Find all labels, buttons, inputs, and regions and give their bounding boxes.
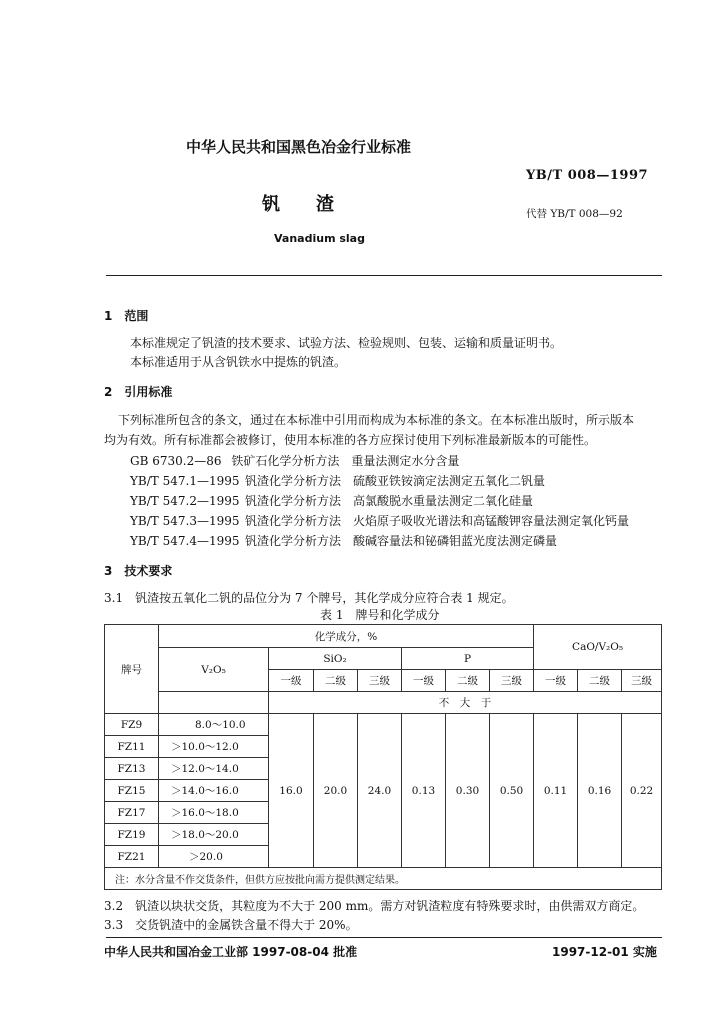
clause-3-1: 3.1 钒渣按五氧化二钒的品位分为 7 个牌号，其化学成分应符合表 1 规定。 [104,591,514,605]
reference-item [130,472,545,489]
header-level-3: 三级 [622,670,662,692]
table-row [105,714,662,736]
document-title: 钒 渣 [262,194,334,215]
ratio-level-3-cell: 0.22 [622,714,662,868]
header-v2o5: V₂O₅ [159,648,269,692]
clause-3-2: 3.2 钒渣以块状交货，其粒度为不大于 200 mm。需方对钒渣粒度有特殊要求时，由供需双方商定。 [104,899,645,913]
v2o5-cell: ＞10.0～12.0 [159,736,269,758]
reference-title: 钒渣化学分析方法 酸碱容量法和铋磷钼蓝光度法测定磷量 [245,534,558,548]
grade-cell: FZ17 [105,802,159,824]
reference-code: YB/T 547.1—1995 [130,474,240,488]
reference-title: 钒渣化学分析方法 高氯酸脱水重量法测定二氧化硅量 [245,494,534,508]
header-grade: 牌号 [105,625,159,714]
grade-cell: FZ19 [105,824,159,846]
footer-rule [106,937,662,938]
header-level-1: 一级 [534,670,578,692]
reference-code: YB/T 547.2—1995 [130,494,240,508]
table-note: 注：水分含量不作交货条件，但供方应按批向需方提供测定结果。 [105,868,662,890]
replaces-note: 代替 YB/T 008—92 [526,208,623,220]
reference-title: 钒渣化学分析方法 硫酸亚铁铵滴定法测定五氧化二钒量 [245,474,546,488]
v2o5-cell: ＞20.0 [159,846,269,868]
english-title: Vanadium slag [274,232,365,245]
reference-title: 钒渣化学分析方法 火焰原子吸收光谱法和高锰酸钾容量法测定氧化钙量 [245,514,630,528]
v2o5-cell: ＞18.0～20.0 [159,824,269,846]
header-sio2: SiO₂ [269,648,402,670]
header-level-2: 二级 [446,670,490,692]
ratio-level-1-cell: 0.11 [534,714,578,868]
grade-cell: FZ9 [105,714,159,736]
section-1-heading: 1 范围 [104,309,149,323]
reference-item [130,492,533,509]
grade-cell: FZ15 [105,780,159,802]
grade-cell: FZ11 [105,736,159,758]
v2o5-cell: ＞16.0～18.0 [159,802,269,824]
header-level-1: 一级 [402,670,446,692]
grade-cell: FZ13 [105,758,159,780]
section-2-paragraph-line-2: 均为有效。所有标准都会被修订，使用本标准的各方应探讨使用下列标准最新版本的可能性。 [104,433,597,447]
sio2-level-2-cell: 20.0 [314,714,358,868]
section-1-paragraph-2: 本标准适用于从含钒铁水中提炼的钒渣。 [130,355,347,369]
reference-title: 铁矿石化学分析方法 重量法测定水分含量 [231,454,460,468]
reference-code: YB/T 547.4—1995 [130,534,240,548]
p-level-3-cell: 0.50 [490,714,534,868]
v2o5-cell: ＞12.0～14.0 [159,758,269,780]
header-chemical-composition: 化学成分，% [159,625,534,648]
p-level-2-cell: 0.30 [446,714,490,868]
reference-item [130,532,557,549]
header-cao-v2o5: CaO/V₂O₅ [534,625,662,670]
header-level-3: 三级 [358,670,402,692]
section-1-paragraph-1: 本标准规定了钒渣的技术要求、试验方法、检验规则、包装、运输和质量证明书。 [130,336,563,350]
sio2-level-3-cell: 24.0 [358,714,402,868]
header-level-1: 一级 [269,670,314,692]
reference-item [130,452,459,469]
standard-code: YB/T 008—1997 [526,168,649,183]
reference-item [130,512,629,529]
ratio-level-2-cell: 0.16 [578,714,622,868]
header-level-2: 二级 [578,670,622,692]
composition-table [104,624,662,890]
sio2-level-1-cell: 16.0 [269,714,314,868]
clause-3-3: 3.3 交货钒渣中的金属铁含量不得大于 20%。 [104,918,358,932]
v2o5-cell: ＞14.0～16.0 [159,780,269,802]
standard-category-title: 中华人民共和国黑色冶金行业标准 [186,138,412,156]
header-p: P [402,648,534,670]
header-level-2: 二级 [314,670,358,692]
header-not-greater-than: 不 大 于 [269,692,662,714]
empty-cell [159,692,269,714]
v2o5-cell: 8.0～10.0 [159,714,269,736]
section-3-heading: 3 技术要求 [104,564,173,578]
header-rule [106,275,662,276]
p-level-1-cell: 0.13 [402,714,446,868]
reference-code: YB/T 547.3—1995 [130,514,240,528]
implementation-date: 1997-12-01 实施 [552,945,657,959]
table-caption: 表 1 牌号和化学成分 [320,608,440,622]
approval-line: 中华人民共和国冶金工业部 1997-08-04 批准 [104,945,358,959]
reference-code: GB 6730.2—86 [130,454,222,468]
section-2-heading: 2 引用标准 [104,385,173,399]
grade-cell: FZ21 [105,846,159,868]
section-2-paragraph-line-1: 下列标准所包含的条文，通过在本标准中引用而构成为本标准的条文。在本标准出版时，所示版本 [118,413,635,427]
header-level-3: 三级 [490,670,534,692]
